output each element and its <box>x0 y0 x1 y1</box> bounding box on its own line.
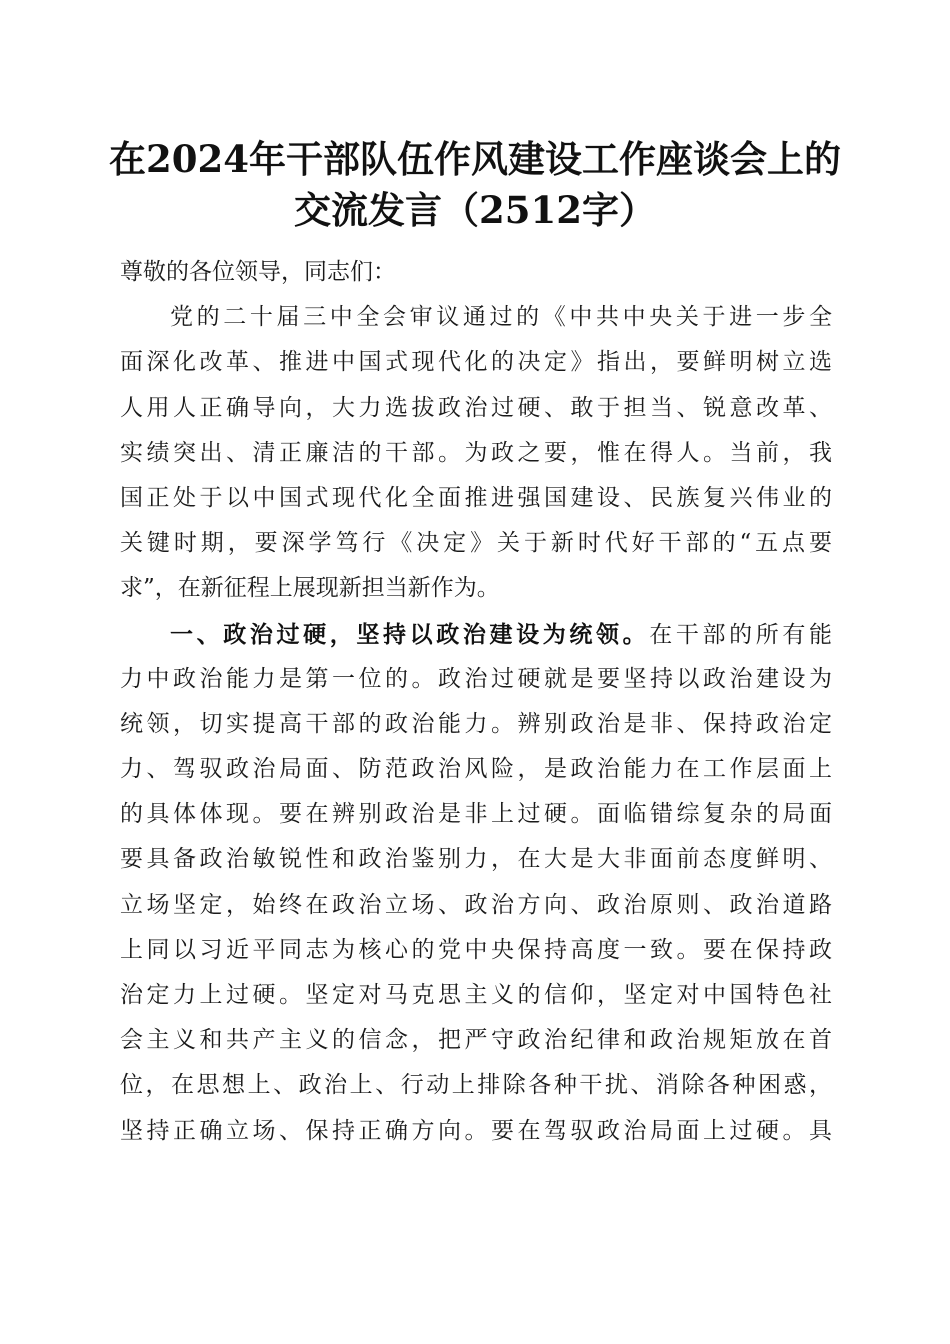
document-title <box>100 134 850 236</box>
paragraph-line: 人用人正确导向，大力选拔政治过硬、敢于担当、锐意改革、 <box>120 394 832 421</box>
paragraph-line: 的具体体现。要在辨别政治是非上过硬。面临错综复杂的局面 <box>120 801 832 828</box>
paragraph-intro <box>120 295 832 611</box>
paragraph-line: 力、驾驭政治局面、防范政治风险，是政治能力在工作层面上 <box>120 756 832 783</box>
paragraph-line: 求”，在新征程上展现新担当新作为。 <box>120 575 500 602</box>
paragraph-line: 坚持正确立场、保持正确方向。要在驾驭政治局面上过硬。具 <box>120 1117 832 1144</box>
paragraph-line: 位，在思想上、政治上、行动上排除各种干扰、消除各种困惑， <box>120 1072 832 1099</box>
section-1 <box>120 612 832 1154</box>
salutation: 尊敬的各位领导，同志们： <box>120 259 396 285</box>
title-line-1: 在2024年干部队伍作风建设工作座谈会上的 <box>109 137 841 181</box>
paragraph-line: 统领，切实提高干部的政治能力。辨别政治是非、保持政治定 <box>120 710 832 737</box>
paragraph-line: 实绩突出、清正廉洁的干部。为政之要，惟在得人。当前，我 <box>120 439 832 466</box>
paragraph-line: 面深化改革、推进中国式现代化的决定》指出，要鲜明树立选 <box>120 349 832 376</box>
section-1-first-line <box>120 612 832 657</box>
paragraph-line: 会主义和共产主义的信念，把严守政治纪律和政治规矩放在首 <box>120 1027 832 1054</box>
paragraph-line: 关键时期，要深学笃行《决定》关于新时代好干部的“五点要 <box>120 530 832 557</box>
document-body <box>120 250 832 1154</box>
paragraph-line: 治定力上过硬。坚定对马克思主义的信仰，坚定对中国特色社 <box>120 982 832 1008</box>
paragraph-line: 要具备政治敏锐性和政治鉴别力，在大是大非面前态度鲜明、 <box>120 846 832 873</box>
section-1-first-tail: 在干部的所有能 <box>649 621 832 648</box>
title-line-2: 交流发言（2512字） <box>294 188 656 232</box>
paragraph-line: 上同以习近平同志为核心的党中央保持高度一致。要在保持政 <box>120 936 832 963</box>
paragraph-line: 国正处于以中国式现代化全面推进强国建设、民族复兴伟业的 <box>120 484 832 511</box>
paragraph-line: 党的二十届三中全会审议通过的《中共中央关于进一步全 <box>170 304 832 331</box>
paragraph-line: 立场坚定，始终在政治立场、政治方向、政治原则、政治道路 <box>120 891 832 918</box>
paragraph-line: 力中政治能力是第一位的。政治过硬就是要坚持以政治建设为 <box>120 665 832 692</box>
section-1-heading: 一、政治过硬，坚持以政治建设为统领。 <box>170 620 650 648</box>
